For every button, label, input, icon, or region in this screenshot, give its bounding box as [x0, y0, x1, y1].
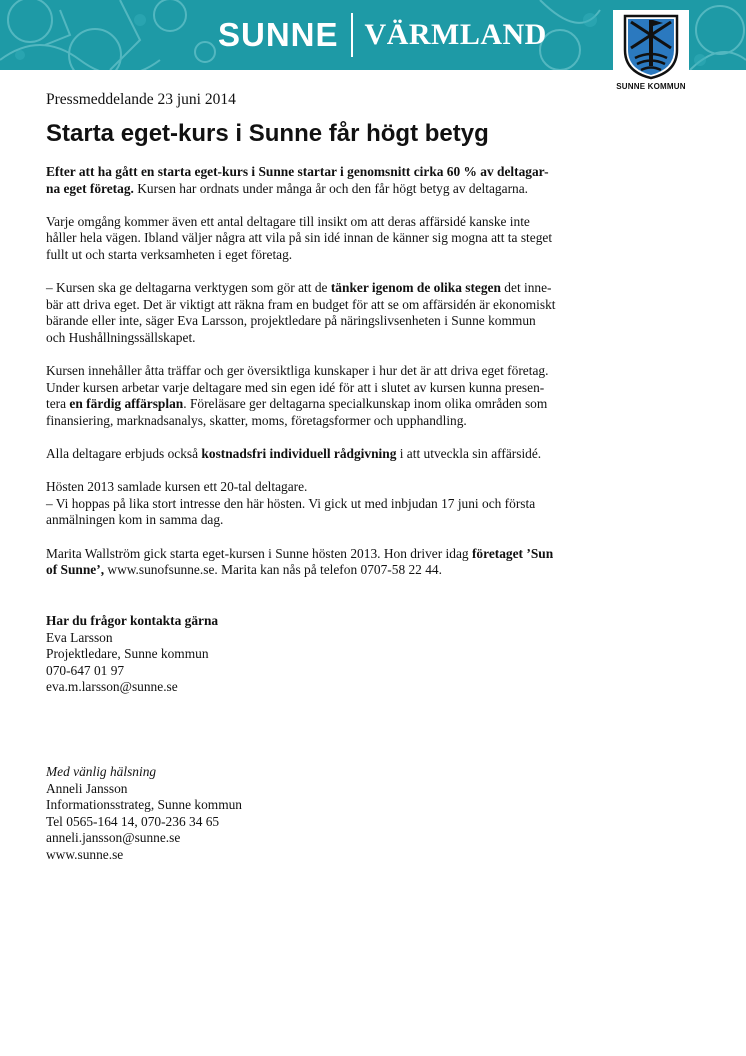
text-segment: – Kursen ska ge deltagarna verktygen som gör att de — [46, 280, 331, 296]
paragraph-lead — [46, 164, 586, 197]
text-line: Kursen innehåller åtta träffar och ger översiktliga kunskaper i hur det är att driva eget företag. — [46, 363, 549, 379]
paragraph-insight — [46, 214, 586, 264]
brand-logo — [218, 12, 547, 58]
text-line: Varje omgång kommer även ett antal deltagare till insikt om att deras affärsidé kanske inte — [46, 213, 530, 229]
emphasis: of Sunne’, — [46, 562, 105, 578]
crest-shield-icon — [623, 14, 679, 80]
text-line: Under kursen arbetar varje deltagare med sin egen idé för att i slutet av kursen kunna presen- — [46, 379, 545, 395]
text-segment: Alla deltagare erbjuds också — [46, 446, 202, 462]
municipal-crest — [613, 10, 689, 96]
brand-varmland: VÄRMLAND — [364, 18, 547, 51]
lead-bold-2: na eget företag. — [46, 180, 134, 196]
emphasis: tänker igenom de olika stegen — [330, 280, 501, 296]
contact-role: Projektledare, Sunne kommun — [46, 646, 209, 662]
brand-sunne: SUNNE — [218, 16, 339, 53]
paragraph-advice — [46, 446, 586, 463]
text-segment: Marita Wallström gick starta eget-kursen i Sunne hösten 2013. Hon driver idag — [46, 545, 472, 561]
signoff-name: Anneli Jansson — [46, 780, 128, 796]
text-line: anmälningen kom in samma dag. — [46, 512, 224, 528]
lead-rest: Kursen har ordnats under många år och den får högt betyg av deltagarna. — [133, 180, 529, 196]
text-segment: . Föreläsare ger deltagarna specialkunskap inom olika områden som — [183, 396, 548, 412]
paragraph-course-content — [46, 363, 586, 429]
contact-email-link[interactable]: eva.m.larsson@sunne.se — [46, 679, 178, 695]
article-body — [46, 164, 586, 595]
text-line: bär att driva eget. Det är viktigt att räkna fram en budget för att se om affärsidén är ekonomiskt — [46, 296, 556, 312]
contact-heading: Har du frågor kontakta gärna — [46, 613, 219, 628]
signoff-website-link[interactable]: www.sunne.se — [46, 846, 124, 862]
brand-divider — [351, 13, 353, 57]
text-line: fullt ut och starta verksamheten i eget företag. — [46, 246, 293, 262]
text-line: bärande eller inte, säger Eva Larsson, projektledare på näringslivsenheten i Sunne kommun — [46, 313, 536, 329]
page-title: Starta eget-kurs i Sunne får högt betyg — [46, 120, 489, 147]
emphasis: företaget ’Sun — [471, 545, 554, 561]
signoff-greeting: Med vänlig hälsning — [46, 764, 157, 779]
text-line: Hösten 2013 samlade kursen ett 20-tal deltagare. — [46, 479, 308, 495]
text-segment: i att utveckla sin affärsidé. — [396, 446, 542, 462]
signoff-block — [46, 764, 242, 864]
signoff-phone: Tel 0565-164 14, 070-236 34 65 — [46, 813, 220, 829]
signoff-email-link[interactable]: anneli.jansson@sunne.se — [46, 830, 181, 846]
text-segment: www.sunofsunne.se. Marita kan nås på telefon 0707-58 22 44. — [104, 562, 442, 578]
crest-label: SUNNE KOMMUN — [616, 82, 686, 91]
contact-phone: 070-647 01 97 — [46, 662, 125, 678]
paragraph-testimonial — [46, 546, 586, 579]
text-line: och Hushållningssällskapet. — [46, 329, 196, 345]
text-line: – Vi hoppas på lika stort intresse den här hösten. Vi gick ut med inbjudan 17 juni och första — [46, 495, 536, 511]
signoff-role: Informationsstrateg, Sunne kommun — [46, 797, 242, 813]
contact-name: Eva Larsson — [46, 629, 113, 645]
paragraph-autumn — [46, 479, 586, 529]
press-release-date: Pressmeddelande 23 juni 2014 — [46, 91, 236, 108]
contact-block — [46, 613, 218, 696]
emphasis: en färdig affärsplan — [69, 396, 184, 412]
lead-bold-1: Efter att ha gått en starta eget-kurs i Sunne startar i genomsnitt cirka 60 % av deltagar- — [46, 164, 549, 179]
text-line: håller hela vägen. Ibland väljer några att vila på sin idé innan de känner sig mogna att ta steget — [46, 230, 553, 246]
text-segment: tera — [46, 396, 70, 412]
text-line: finansiering, marknadsanalys, skatter, moms, företagsformer och upphandling. — [46, 412, 467, 428]
paragraph-quote — [46, 280, 586, 346]
emphasis: kostnadsfri individuell rådgivning — [201, 446, 397, 462]
text-segment: det inne- — [500, 280, 552, 296]
